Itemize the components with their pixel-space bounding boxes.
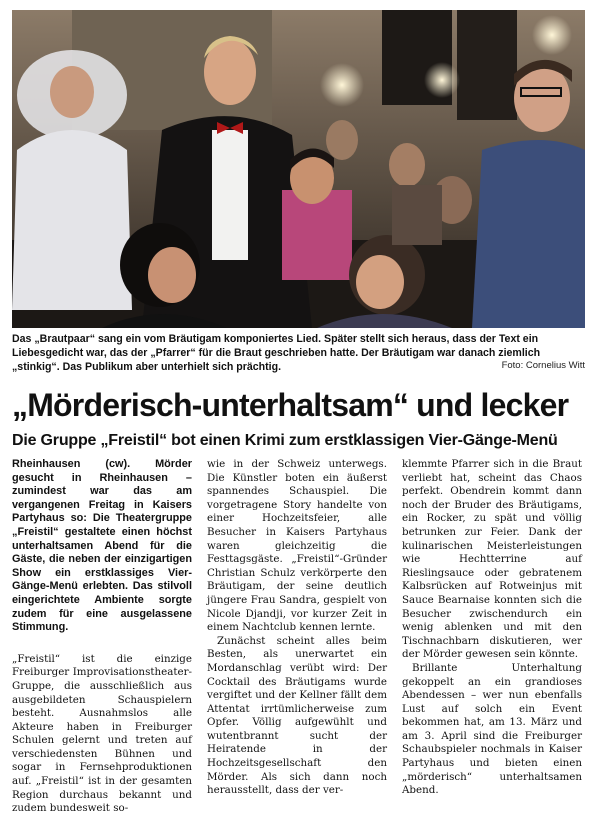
photo-credit: Foto: Cornelius Witt (501, 360, 585, 371)
subheadline: Die Gruppe „Freistil“ bot einen Krimi zum erstklassigen Vier-Gänge-Menü (12, 432, 558, 449)
article-column-1 (12, 458, 192, 816)
caption-text: Das „Brautpaar“ sang ein vom Bräutigam komponiertes Lied. Später stellt sich heraus, dass der Text ein Liebesgedicht war, das der „Pfarrer“ für die Braut geschrieben hatte. Der Bräutigam war danach ziemlich „stinkig“. Das Publikum aber unterhielt sich prächtig. (12, 333, 541, 373)
body-paragraph: wie in der Schweiz unterwegs. Die Künstler boten ein äußerst spannendes Schauspiel. Die vorgetragene Story handelte von einer Hochzeitsfeier, alle Besucher in Kaisers Partyhaus waren gleichzeitig die Festtagsgäste. „Freistil“-Gründer Christian Schulz verkörperte den Bräutigam, der seine deutlich jüngere Frau Sandra, gespielt von Nicole Djandji, vor kurzer Zeit in einem Nachtclub kennen lernte. (207, 458, 387, 634)
body-paragraph: „Freistil“ ist die einzige Freiburger Improvisationstheater-Gruppe, die ausschließlich aus ausgebildeten Schauspielern besteht. Ausnahmslos alle Akteure haben in Freiburger Schulen gelernt und treten auf verschiedensten Bühnen und sogar in Fernsehproduktionen auf. „Freistil“ ist in der gesamten Region durchaus bekannt und zudem bundesweit so- (12, 652, 192, 815)
headline: „Mörderisch-unterhaltsam“ und lecker (12, 387, 569, 423)
article-column-2 (207, 458, 387, 798)
body-paragraph: Zunächst scheint alles beim Besten, als unerwartet ein Mordanschlag verübt wird: Der Cocktail des Bräutigams wurde vergiftet und der Kellner fällt dem Attentat irrtümlicherweise zum Opfer. Völlig aufgewühlt und wutentbrannt sucht der Heiratende in der Hochzeitsgesellschaft den Mörder. Als sich dann noch herausstellt, dass der ver- (207, 634, 387, 797)
body-paragraph: klemmte Pfarrer sich in die Braut verliebt hat, scheint das Chaos perfekt. Obendrein kommt dann noch der Bruder des Bräutigams, ein Rocker, zu spät und völlig betrunken zur Feier. Dank der kulinarischen Meisterleistungen wie Hechtterrine auf Rieslingsauce oder gebratenem Kalbsrücken auf Rotweinjus mit Sauce Bearnaise konnten sich die Besucher zwischendurch ein wenig ablenken und mit den Tischnachbarn diskutieren, wer der Mörder gewesen sein könnte. (402, 458, 582, 661)
photo-scene (12, 10, 585, 328)
photo-caption (12, 332, 585, 374)
article-column-3 (402, 458, 582, 798)
article-photo (12, 10, 585, 328)
lead-paragraph: Rheinhausen (cw). Mörder gesucht in Rheinhausen – zumindest war das am vergangenen Freitag in Kaisers Partyhaus so: Die Theatergruppe „Freistil“ gestaltete einen höchst unterhaltsamen Abend für die Gäste, die neben der einzigartigen Show ein erstklassiges Vier-Gänge-Menü erlebten. Das stilvoll eingerichtete Ambiente sorgte zudem für eine ausgelassene Stimmung. (12, 458, 192, 634)
body-paragraph: Brillante Unterhaltung gekoppelt an ein grandioses Abendessen – wer nun ebenfalls Lust auf solch ein Event bekommen hat, am 13. März und am 3. April sind die Freiburger Schaubspieler nochmals in Kaiser Partyhaus und bieten einen „mörderisch“ unterhaltsamen Abend. (402, 661, 582, 797)
